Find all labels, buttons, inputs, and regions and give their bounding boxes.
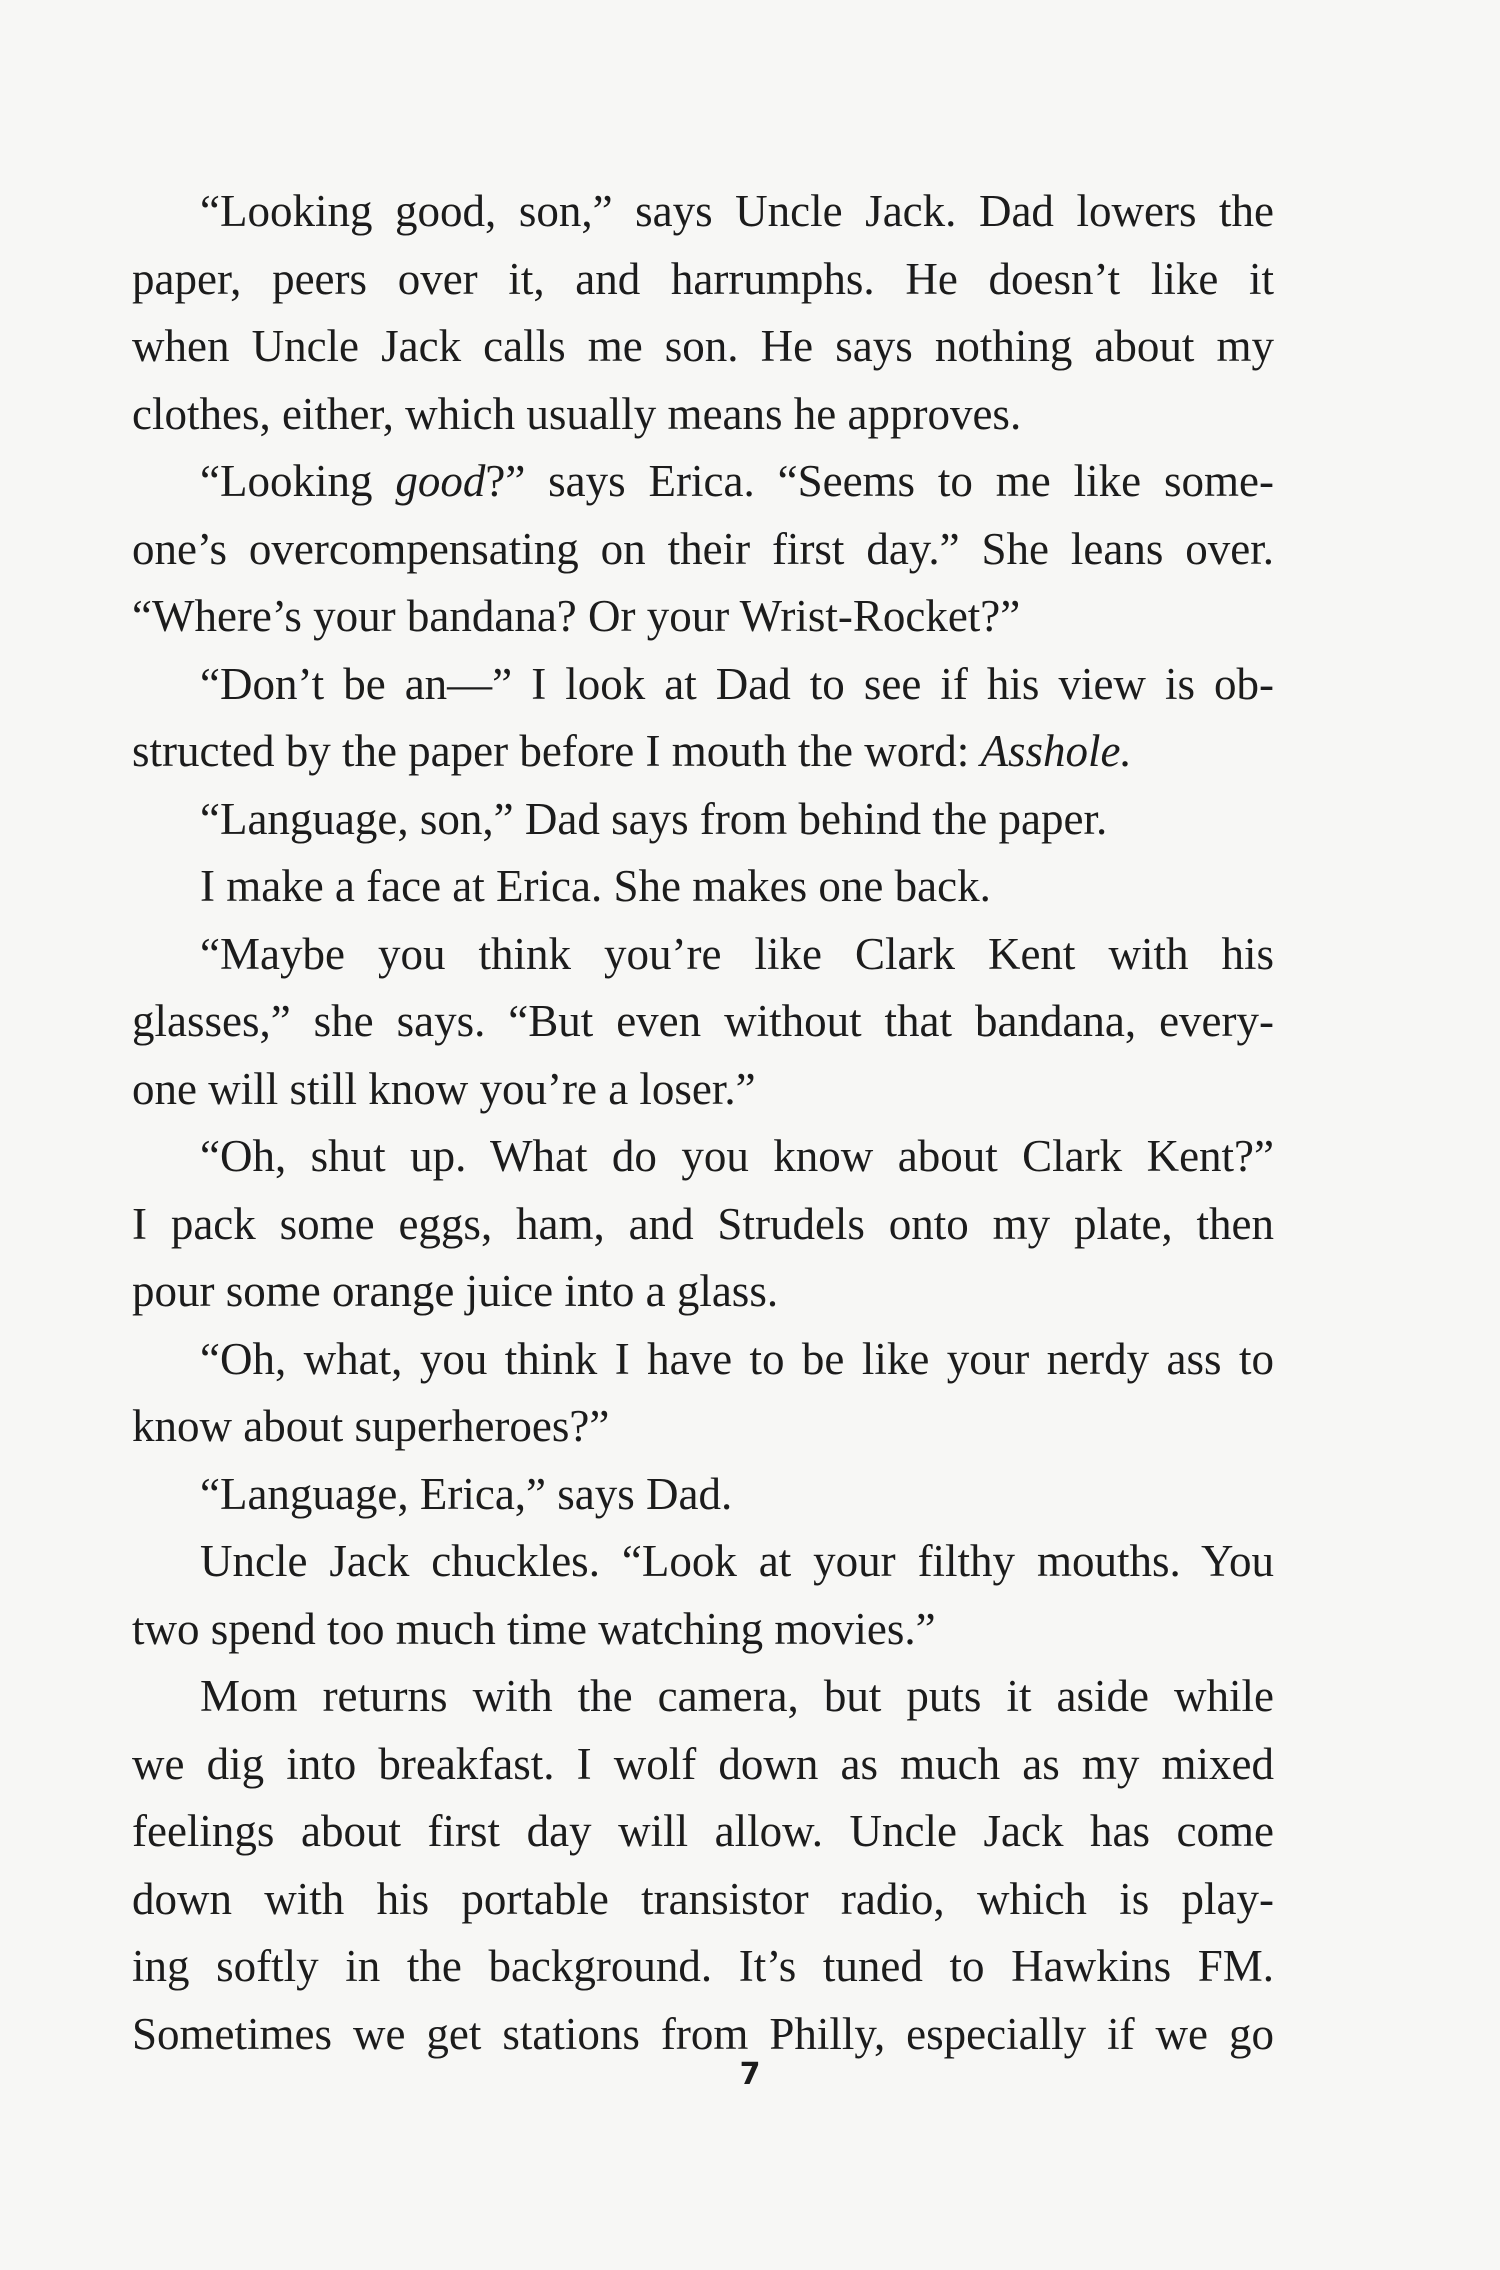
text-line (132, 1596, 1274, 1664)
text-line-content: paper, peers over it, and harrumphs. He doesn’t like it (132, 253, 1274, 304)
body-text (132, 178, 1274, 2068)
text-line (132, 921, 1274, 989)
italic-word: good (395, 456, 486, 506)
text-line (132, 1798, 1274, 1866)
text-line (132, 1528, 1274, 1596)
text-line-content: “Looking good, son,” says Uncle Jack. Dad lowers the (200, 186, 1274, 236)
text-line (132, 1461, 1274, 1529)
text-line (132, 381, 1274, 449)
text-line (132, 313, 1274, 381)
text-line (132, 516, 1274, 584)
text-line (132, 1866, 1274, 1934)
text-line-content: know about superheroes?” (132, 1401, 610, 1451)
text-line-content: pour some orange juice into a glass. (132, 1266, 779, 1316)
text-line (132, 178, 1274, 246)
text-line (132, 1663, 1274, 1731)
text-line-content: one will still know you’re a loser.” (132, 1063, 756, 1114)
text-line-content: ing softly in the background. It’s tuned to Hawkins FM. (132, 1941, 1274, 1991)
text-line-content: structed by the paper before I mouth the word: (132, 726, 981, 776)
text-line (132, 1731, 1274, 1799)
text-line-content: “Oh, what, you think I have to be like your nerdy ass to (200, 1333, 1274, 1384)
text-line (132, 246, 1274, 314)
text-line-content: clothes, either, which usually means he approves. (132, 388, 1022, 439)
text-line-content: “Maybe you think you’re like Clark Kent with his (200, 928, 1274, 979)
text-line-content: Mom returns with the camera, but puts it aside while (200, 1671, 1274, 1721)
text-line (132, 1933, 1274, 2001)
text-line-content: “Where’s your bandana? Or your Wrist-Rocket?” (132, 591, 1021, 641)
text-line-continuation: ?” says Erica. “Seems to me like some- (485, 456, 1274, 506)
text-line-content: when Uncle Jack calls me son. He says nothing about my (132, 321, 1274, 371)
text-line-content: “Don’t be an—” I look at Dad to see if his view is ob- (200, 658, 1274, 709)
text-line (132, 988, 1274, 1056)
text-line-content: Sometimes we get stations from Philly, especially if we go (132, 2008, 1274, 2059)
text-line-content: “Oh, shut up. What do you know about Clark Kent?” (200, 1131, 1274, 1181)
text-line (132, 1258, 1274, 1326)
text-line-content: one’s overcompensating on their first day.” She leans over. (132, 523, 1274, 574)
text-line (132, 1056, 1274, 1124)
text-line-content: Uncle Jack chuckles. “Look at your filthy mouths. You (200, 1536, 1274, 1586)
text-line (132, 1123, 1274, 1191)
text-line-content: glasses,” she says. “But even without that bandana, every- (132, 996, 1274, 1046)
text-line-content: down with his portable transistor radio, which is play- (132, 1873, 1274, 1924)
text-line-content: I pack some eggs, ham, and Strudels onto my plate, then (132, 1198, 1274, 1249)
italic-word: Asshole. (980, 726, 1132, 776)
text-line (132, 853, 1274, 921)
page-number: 7 (739, 2057, 761, 2092)
text-line (132, 718, 1274, 786)
text-line (132, 1191, 1274, 1259)
text-line-content: I make a face at Erica. She makes one back. (200, 861, 991, 911)
text-line-content: two spend too much time watching movies.” (132, 1603, 936, 1654)
text-line (132, 786, 1274, 854)
text-line-content: “Language, Erica,” says Dad. (200, 1468, 733, 1519)
text-line (132, 583, 1274, 651)
text-line-content: we dig into breakfast. I wolf down as much as my mixed (132, 1738, 1274, 1789)
text-line (132, 651, 1274, 719)
text-line (132, 1393, 1274, 1461)
text-line-content: feelings about first day will allow. Uncle Jack has come (132, 1806, 1274, 1856)
text-line-content: “Language, son,” Dad says from behind the paper. (200, 793, 1108, 844)
text-line (132, 1326, 1274, 1394)
text-line (132, 448, 1274, 516)
text-line-content: “Looking (200, 456, 396, 506)
